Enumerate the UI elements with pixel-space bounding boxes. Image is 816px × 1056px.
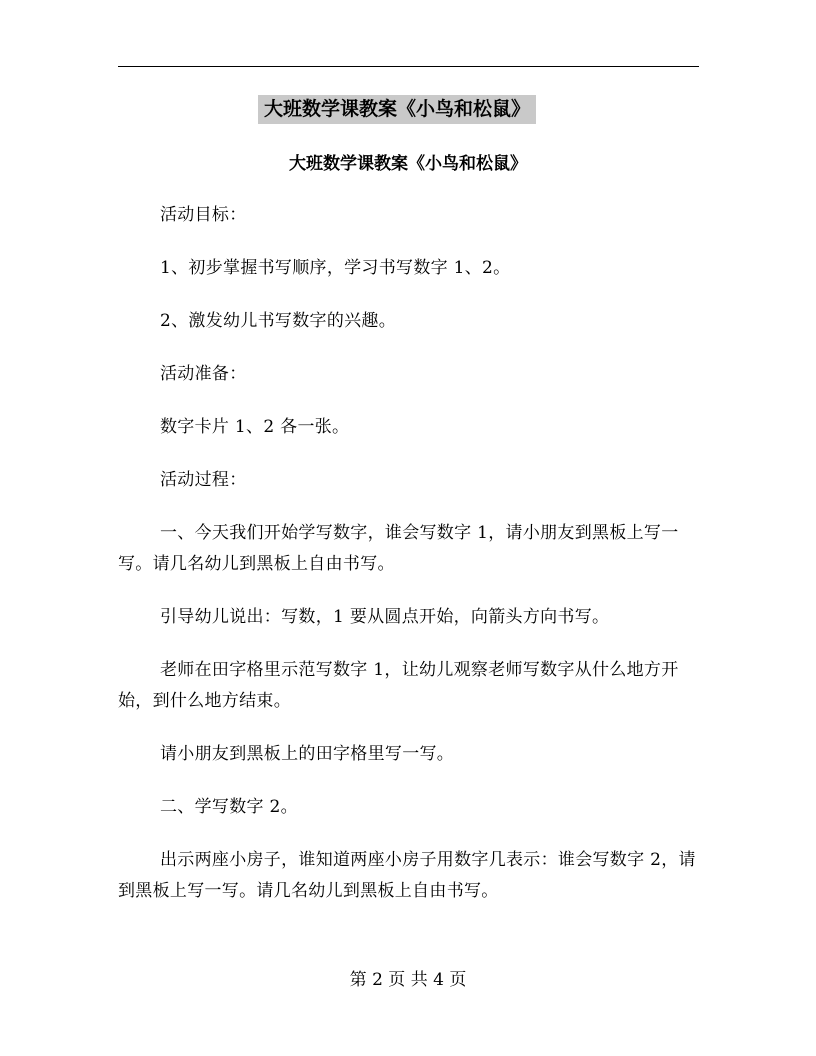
paragraph-step-2: 二、学写数字 2。: [160, 797, 298, 817]
paragraph-houses: 出示两座小房子，谁知道两座小房子用数字几表示：谁会写数字 2，请到黑板上写一写。请几名幼儿到黑板上自由书写。: [118, 850, 696, 901]
page-footer: 第 2 页 共 4 页: [349, 970, 467, 990]
paragraph-process-heading: 活动过程：: [160, 470, 247, 490]
paragraph-preparation-heading: 活动准备：: [160, 364, 247, 384]
header-rule: [118, 66, 699, 67]
paragraph-activity-goal-heading: 活动目标：: [160, 205, 247, 225]
paragraph-guide: 引导幼儿说出：写数，1 要从圆点开始，向箭头方向书写。: [160, 607, 610, 627]
document-body: [118, 200, 703, 907]
paragraph-goal-1: 1、初步掌握书写顺序，学习书写数字 1、2。: [160, 258, 511, 278]
paragraph-teacher-demo: 老师在田字格里示范写数字 1，让幼儿观察老师写数字从什么地方开始，到什么地方结束。: [118, 660, 679, 711]
document-subtitle: 大班数学课教案《小鸟和松鼠》: [289, 154, 527, 174]
paragraph-practice: 请小朋友到黑板上的田字格里写一写。: [160, 744, 455, 764]
document-title: 大班数学课教案《小鸟和松鼠》: [258, 95, 536, 124]
paragraph-goal-2: 2、激发幼儿书写数字的兴趣。: [160, 311, 397, 331]
paragraph-preparation: 数字卡片 1、2 各一张。: [160, 417, 350, 437]
paragraph-step-1: 一、今天我们开始学写数字，谁会写数字 1，请小朋友到黑板上写一写。请几名幼儿到黑板上自由书写。: [118, 523, 679, 574]
